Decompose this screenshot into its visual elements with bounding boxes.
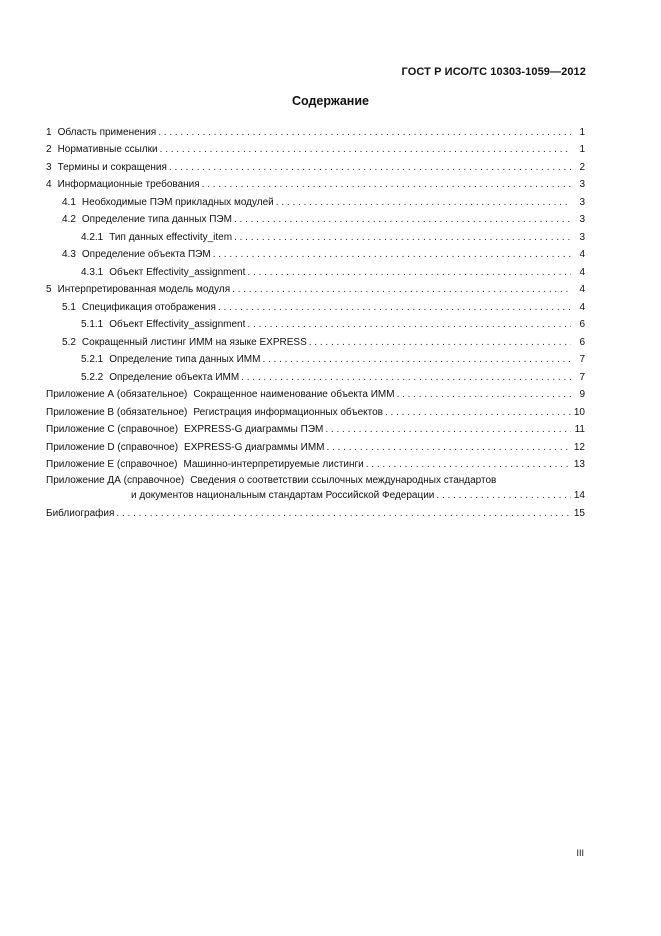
annex-label: Приложение С (справочное)	[46, 424, 179, 435]
page-number: 3	[579, 214, 585, 225]
dot-leader	[169, 162, 571, 174]
page-number: 3	[579, 231, 585, 243]
entry-title: Определение объекта ПЭМ	[81, 249, 211, 260]
toc-entry-annex[interactable]	[46, 436, 585, 454]
toc-entry-annex[interactable]	[46, 419, 585, 437]
page-number: 7	[579, 354, 585, 365]
entry-number: 3	[46, 161, 52, 173]
toc-entry[interactable]	[46, 261, 585, 279]
page-number: 3	[579, 179, 585, 190]
entry-number: 5	[46, 284, 52, 295]
annex-label: Приложение А (обязательное)	[46, 389, 188, 400]
annex-label: Приложение ДА (справочное)	[46, 475, 185, 486]
page-number: 14	[573, 490, 585, 501]
toc-entry[interactable]	[46, 331, 585, 349]
toc-sections	[46, 121, 585, 384]
page-number: 4	[579, 301, 585, 313]
page-number: 9	[579, 389, 585, 400]
dot-leader	[366, 459, 571, 471]
dot-leader	[247, 319, 571, 331]
entry-number: 4.3	[62, 249, 76, 260]
annex-title-line2: и документов национальным стандартам Российской Федерации	[131, 490, 435, 501]
page-number: 1	[579, 126, 585, 138]
entry-title: Библиография	[46, 507, 115, 519]
entry-title: Тип данных effectivity_item	[109, 231, 233, 243]
toc-entry[interactable]	[46, 244, 585, 262]
page-number: 15	[573, 507, 585, 519]
page-number: 4	[579, 266, 585, 278]
entry-title: Объект Effectivity_assignment	[109, 266, 246, 278]
toc-entry[interactable]	[46, 156, 585, 174]
annex-title-line1: Сведения о соответствии ссылочных международных стандартов	[190, 475, 497, 486]
entry-title: Сокращенный листинг ИММ на языке EXPRESS	[81, 336, 307, 348]
page-number-roman: III	[576, 848, 584, 858]
toc-entry-annex-da[interactable]	[46, 475, 585, 502]
dot-leader	[309, 337, 571, 349]
dot-leader	[276, 197, 571, 209]
entry-title: Определение объекта ИММ	[109, 371, 240, 383]
toc-entry[interactable]	[46, 226, 585, 244]
entry-number: 4.2.1	[81, 231, 104, 243]
entry-number: 5.2.2	[81, 371, 104, 383]
page-number: 6	[579, 319, 585, 330]
dot-leader	[232, 284, 571, 296]
dot-leader	[326, 442, 571, 454]
dot-leader	[247, 267, 571, 279]
entry-number: 5.2	[62, 336, 76, 348]
entry-title: Нормативные ссылки	[57, 144, 158, 155]
annex-title: Сокращенное наименование объекта ИММ	[193, 389, 395, 400]
toc-entry[interactable]	[46, 174, 585, 192]
annex-title: EXPRESS-G диаграммы ПЭМ	[184, 424, 324, 435]
annex-title: Машинно-интерпретируемые листинги	[183, 459, 364, 470]
dot-leader	[116, 508, 571, 520]
page-number: 3	[579, 196, 585, 208]
entry-number: 1	[46, 126, 52, 138]
dot-leader	[202, 179, 571, 191]
entry-number: 4	[46, 179, 52, 190]
toc-entry[interactable]	[46, 209, 585, 227]
toc-entry-annex[interactable]	[46, 401, 585, 419]
toc-entry[interactable]	[46, 296, 585, 314]
page-number: 4	[579, 249, 585, 260]
dot-leader	[234, 232, 571, 244]
entry-number: 4.2	[62, 214, 76, 225]
page-number: 13	[573, 459, 585, 470]
entry-title: Область применения	[57, 126, 157, 138]
toc-entry-bibliography[interactable]	[46, 502, 585, 520]
toc-entry[interactable]	[46, 139, 585, 157]
dot-leader	[213, 249, 571, 261]
dot-leader	[385, 407, 571, 419]
annex-title: EXPRESS-G диаграммы ИММ	[184, 441, 325, 453]
page-number: 10	[573, 406, 585, 418]
page-number: 1	[579, 144, 585, 155]
toc-entry[interactable]	[46, 349, 585, 367]
dot-leader	[241, 372, 571, 384]
entry-title: Определение типа данных ИММ	[109, 354, 261, 365]
toc-entry[interactable]	[46, 314, 585, 332]
toc-entry[interactable]	[46, 121, 585, 139]
entry-number: 4.1	[62, 196, 76, 208]
toc-annexes	[46, 384, 585, 472]
dot-leader	[325, 424, 571, 436]
entry-title: Объект Effectivity_assignment	[109, 319, 246, 330]
entry-title: Спецификация отображения	[81, 301, 216, 313]
toc-entry[interactable]	[46, 366, 585, 384]
annex-label: Приложение Е (справочное)	[46, 459, 178, 470]
entry-number: 5.2.1	[81, 354, 104, 365]
annex-title: Регистрация информационных объектов	[193, 406, 383, 418]
page-number: 2	[579, 161, 585, 173]
toc-entry-annex[interactable]	[46, 454, 585, 472]
table-of-contents	[46, 121, 585, 520]
dot-leader	[234, 214, 571, 226]
page-number: 6	[579, 336, 585, 348]
annex-label: Приложение D (справочное)	[46, 441, 179, 453]
dot-leader	[397, 389, 571, 401]
entry-title: Интерпретированная модель модуля	[57, 284, 231, 295]
page-number: 7	[579, 371, 585, 383]
entry-number: 5.1.1	[81, 319, 104, 330]
dot-leader	[158, 127, 571, 139]
toc-entry-annex[interactable]	[46, 384, 585, 402]
entry-title: Термины и сокращения	[57, 161, 167, 173]
entry-number: 2	[46, 144, 52, 155]
dot-leader	[436, 490, 571, 502]
toc-entry[interactable]	[46, 279, 585, 297]
entry-title: Необходимые ПЭМ прикладных модулей	[81, 196, 274, 208]
entry-title: Определение типа данных ПЭМ	[81, 214, 232, 225]
page-number: 4	[579, 284, 585, 295]
annex-label: Приложение В (обязательное)	[46, 406, 188, 418]
toc-entry[interactable]	[46, 191, 585, 209]
document-code: ГОСТ Р ИСО/ТС 10303-1059—2012	[401, 66, 586, 78]
page-number: 12	[573, 441, 585, 453]
entry-number: 4.3.1	[81, 266, 104, 278]
dot-leader	[218, 302, 571, 314]
dot-leader	[262, 354, 571, 366]
toc-title: Содержание	[291, 94, 369, 108]
page-number: 11	[574, 424, 585, 435]
dot-leader	[160, 144, 571, 156]
entry-number: 5.1	[62, 301, 76, 313]
entry-title: Информационные требования	[57, 179, 200, 190]
